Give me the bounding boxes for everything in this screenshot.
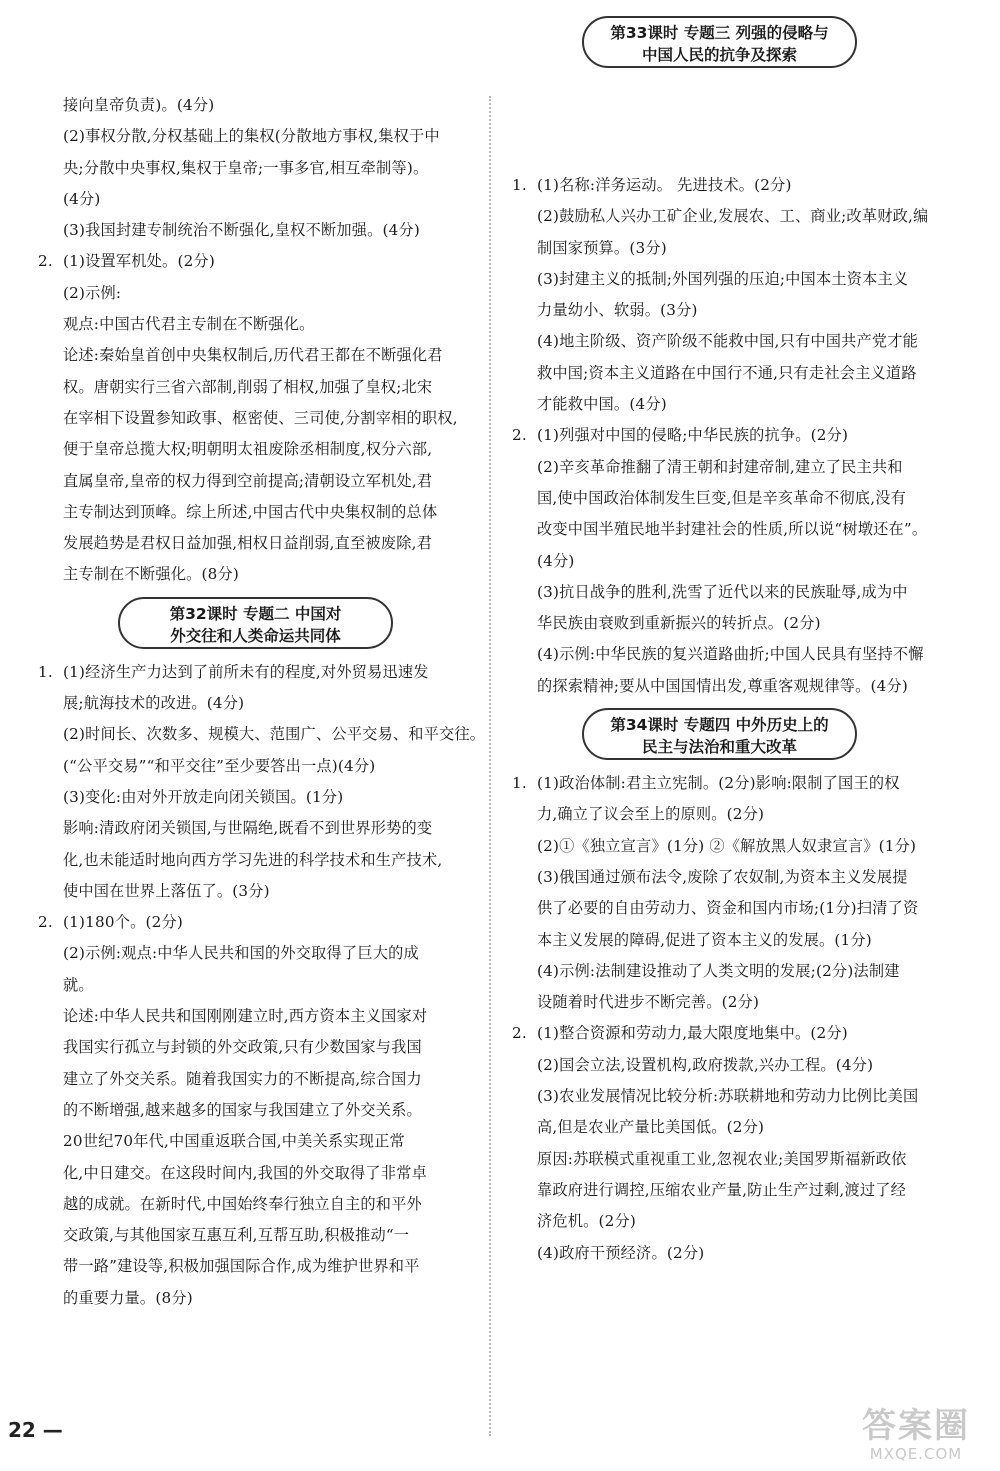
question-line bbox=[38, 657, 470, 688]
text-line: 直属皇帝,皇帝的权力得到空前提高;清朝设立军机处,君 bbox=[63, 471, 433, 490]
text-line: 我国实行孤立与封锁的外交政策,只有少数国家与我国 bbox=[63, 1038, 422, 1057]
text-line: (4分) bbox=[537, 551, 575, 570]
right-column-body bbox=[512, 170, 930, 1269]
text-line: 发展趋势是君权日益加强,相权日益削弱,直至被废除,君 bbox=[63, 534, 432, 553]
watermark-logo bbox=[846, 1407, 986, 1463]
text-line: 化,也未能适时地向西方学习先进的科学技术和生产技术, bbox=[63, 850, 443, 869]
text-line: 化,中日建交。在这段时间内,我国的外交取得了非常卓 bbox=[63, 1163, 427, 1182]
text-line: 就。 bbox=[63, 975, 94, 994]
text-line: 影响:清政府闭关锁国,与世隔绝,既看不到世界形势的变 bbox=[63, 819, 433, 838]
text-line: (2)时间长、次数多、规模大、范围广、公平交易、和平交往。 bbox=[63, 725, 486, 744]
heading-line: 中国人民的抗争及探索 bbox=[641, 46, 797, 64]
text-line: (1)经济生产力达到了前所未有的程度,对外贸易迅速发 bbox=[63, 662, 429, 681]
text-line: 权。唐朝实行三省六部制,削弱了相权,加强了皇权;北宋 bbox=[63, 377, 433, 396]
text-line: (1)180个。(2分) bbox=[63, 913, 183, 932]
text-line: (2)辛亥革命推翻了清王朝和封建帝制,建立了民主共和 bbox=[537, 457, 903, 476]
text-line: 展;航海技术的改进。(4分) bbox=[63, 694, 245, 713]
text-line: 原因:苏联模式重视重工业,忽视农业;美国罗斯福新政依 bbox=[537, 1149, 907, 1168]
text-line: (“公平交易”“和平交往”至少要答出一点)(4分) bbox=[63, 756, 376, 775]
section-heading-34 bbox=[582, 708, 857, 760]
question-line bbox=[512, 420, 930, 451]
section-heading-33 bbox=[582, 16, 857, 68]
text-line: (3)农业发展情况比较分析:苏联耕地和劳动力比例比美国 bbox=[537, 1087, 919, 1106]
text-line: 靠政府进行调控,压缩农业产量,防止生产过剩,渡过了经 bbox=[537, 1180, 906, 1199]
text-line: 制国家预算。(3分) bbox=[537, 238, 667, 257]
text-line: 在宰相下设置参知政事、枢密使、三司使,分割宰相的职权, bbox=[63, 408, 458, 427]
text-line: 高,但是农业产量比美国低。(2分) bbox=[537, 1118, 765, 1137]
column-divider bbox=[489, 96, 491, 1436]
heading-line: 第33课时 专题三 列强的侵略与 bbox=[610, 24, 829, 42]
text-line: (2)鼓励私人兴办工矿企业,发展农、工、商业;改革财政,编 bbox=[537, 207, 929, 226]
text-line: 设随着时代进步不断完善。(2分) bbox=[537, 993, 760, 1012]
text-line: 观点:中国古代君主专制在不断强化。 bbox=[63, 315, 315, 334]
text-line: 华民族由衰败到重新振兴的转折点。(2分) bbox=[537, 614, 821, 633]
text-line: 救中国;资本主义道路在中国行不通,只有走社会主义道路 bbox=[537, 363, 917, 382]
left-column bbox=[38, 90, 486, 1314]
text-line: 力,确立了议会至上的原则。(2分) bbox=[537, 805, 765, 824]
text-line: (4)示例:中华民族的复兴道路曲折;中国人民具有坚持不懈 bbox=[537, 645, 924, 664]
question-line bbox=[512, 768, 930, 799]
text-line: (1)政治体制:君主立宪制。(2分)影响:限制了国王的权 bbox=[537, 774, 900, 793]
question-line bbox=[38, 907, 470, 938]
text-line: (4)地主阶级、资产阶级不能救中国,只有中国共产党才能 bbox=[537, 332, 919, 351]
heading-line: 第32课时 专题二 中国对 bbox=[169, 604, 342, 623]
text-line: (2)示例:观点:中华人民共和国的外交取得了巨大的成 bbox=[63, 944, 419, 963]
question-number: 2. bbox=[512, 1024, 527, 1043]
question-number: 2. bbox=[512, 426, 527, 445]
watermark-text: 答案圈 bbox=[862, 1406, 970, 1446]
question-number: 1. bbox=[512, 774, 527, 793]
text-line: 使中国在世界上落伍了。(3分) bbox=[63, 881, 270, 900]
text-line: 20世纪70年代,中国重返联合国,中美关系实现正常 bbox=[63, 1132, 405, 1151]
text-line: (2)国会立法,设置机构,政府拨款,兴办工程。(4分) bbox=[537, 1055, 874, 1074]
text-line: (4)示例:法制建设推动了人类文明的发展;(2分)法制建 bbox=[537, 961, 900, 980]
text-line: (3)变化:由对外开放走向闭关锁国。(1分) bbox=[63, 787, 344, 806]
text-line: (2)示例: bbox=[63, 283, 122, 302]
text-line: 带一路”建设等,积极加强国际合作,成为维护世界和平 bbox=[63, 1257, 420, 1276]
text-line: 主专制达到顶峰。综上所述,中国古代中央集权制的总体 bbox=[63, 502, 438, 521]
text-line: 的探索精神;要从中国国情出发,尊重客观规律等。(4分) bbox=[537, 676, 908, 695]
question-line bbox=[512, 1018, 930, 1049]
text-line: 便于皇帝总揽大权;明朝明太祖废除丞相制度,权分六部, bbox=[63, 440, 433, 459]
text-line: (4分) bbox=[63, 189, 101, 208]
text-line: 才能救中国。(4分) bbox=[537, 395, 667, 414]
text-line: 建立了外交关系。随着我国实力的不断提高,综合国力 bbox=[63, 1069, 422, 1088]
question-number: 1. bbox=[38, 662, 53, 681]
text-line: (1)设置军机处。(2分) bbox=[63, 252, 215, 271]
question-line bbox=[512, 170, 930, 201]
text-line: (3)封建主义的抵制;外国列强的压迫;中国本土资本主义 bbox=[537, 269, 909, 288]
heading-line: 第34课时 专题四 中外历史上的 bbox=[610, 716, 829, 735]
heading-line: 民主与法治和重大改革 bbox=[641, 738, 797, 757]
text-line: (3)俄国通过颁布法令,废除了农奴制,为资本主义发展提 bbox=[537, 867, 908, 886]
question-number: 2. bbox=[38, 913, 53, 932]
text-line: 供了必要的自由劳动力、资金和国内市场;(1分)扫清了资 bbox=[537, 899, 919, 918]
text-line: (2)事权分散,分权基础上的集权(分散地方事权,集权于中 bbox=[63, 127, 440, 146]
text-line: 力量幼小、软弱。(3分) bbox=[537, 301, 698, 320]
text-line: 国,使中国政治体制发生巨变,但是辛亥革命不彻底,没有 bbox=[537, 488, 906, 507]
page-number: 22 — bbox=[8, 1418, 63, 1442]
text-line: (4)政府干预经济。(2分) bbox=[537, 1243, 705, 1262]
text-line: 论述:中华人民共和国刚刚建立时,西方资本主义国家对 bbox=[63, 1007, 428, 1026]
section-heading-32 bbox=[118, 597, 393, 649]
question-number: 1. bbox=[512, 176, 527, 194]
text-line: 主专制在不断强化。(8分) bbox=[63, 565, 239, 584]
text-line: 本主义发展的障碍,促进了资本主义的发展。(1分) bbox=[537, 930, 872, 949]
question-line bbox=[38, 246, 470, 277]
watermark-url: MXQE.COM bbox=[869, 1445, 963, 1463]
text-line: (1)整合资源和劳动力,最大限度地集中。(2分) bbox=[537, 1024, 848, 1043]
text-line: (1)列强对中国的侵略;中华民族的抗争。(2分) bbox=[537, 426, 849, 445]
text-line: 越的成就。在新时代,中国始终奉行独立自主的和平外 bbox=[63, 1194, 422, 1213]
text-line: 的重要力量。(8分) bbox=[63, 1288, 193, 1307]
text-line: 改变中国半殖民地半封建社会的性质,所以说“树墩还在”。 bbox=[537, 520, 928, 539]
text-line: 央;分散中央事权,集权于皇帝;一事多官,相互牵制等)。 bbox=[63, 158, 429, 177]
text-line: (3)我国封建专制统治不断强化,皇权不断加强。(4分) bbox=[63, 221, 421, 240]
text-line: (2)①《独立宣言》(1分) ②《解放黑人奴隶宣言》(1分) bbox=[537, 836, 917, 855]
text-line: 的不断增强,越来越多的国家与我国建立了外交关系。 bbox=[63, 1100, 422, 1119]
heading-line: 外交往和人类命运共同体 bbox=[170, 626, 341, 645]
text-line: 济危机。(2分) bbox=[537, 1212, 637, 1231]
text-line: 论述:秦始皇首创中央集权制后,历代君王都在不断强化君 bbox=[63, 346, 443, 365]
text-line: (1)名称:洋务运动。 先进技术。(2分) bbox=[537, 176, 792, 194]
question-number: 2. bbox=[38, 252, 53, 271]
text-line: 接向皇帝负责)。(4分) bbox=[63, 96, 215, 114]
text-line: (3)抗日战争的胜利,洗雪了近代以来的民族耻辱,成为中 bbox=[537, 582, 908, 601]
text-line: 交政策,与其他国家互惠互利,互帮互助,积极推动“一 bbox=[63, 1226, 410, 1245]
